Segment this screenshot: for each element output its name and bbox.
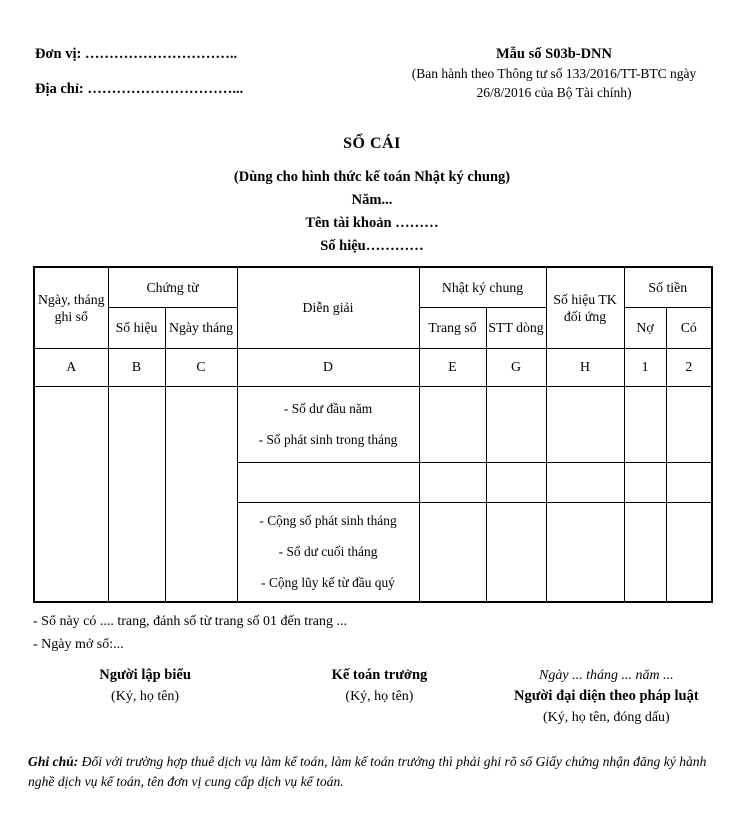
form-issue-line2: 26/8/2016 của Bộ Tài chính) [476,85,632,100]
voucher-date-cell [165,386,237,602]
debit-cell [624,386,666,462]
col-group-voucher: Chứng từ [108,267,237,307]
address-field: Địa chỉ: …………………………... [35,81,244,97]
credit-cell [666,462,712,502]
col-header-date: Ngày, tháng ghi sổ [34,267,108,348]
credit-cell [666,386,712,462]
ledger-table [33,266,713,603]
footnote [28,752,716,791]
counter-account-cell [546,502,624,602]
letter-cell-d: D [237,348,419,386]
letter-cell-2: 2 [666,348,712,386]
title-block [0,133,744,258]
desc-line: - Cộng lũy kế từ đầu quý [261,575,395,591]
form-code: Mẫu số S03b-DNN [495,46,612,62]
letter-cell-h: H [546,348,624,386]
counter-account-cell [546,462,624,502]
form-code-block [386,45,722,102]
date-cell [34,386,108,602]
col-header-voucher-date: Ngày tháng [165,307,237,348]
sig-legal-rep [469,665,744,728]
desc-line: - Cộng số phát sinh tháng [259,513,397,529]
table-row [34,386,712,462]
col-group-amount: Số tiền [624,267,712,307]
counter-account-cell [546,386,624,462]
col-header-credit: Có [666,307,712,348]
desc-line: - Số phát sinh trong tháng [258,432,398,447]
footnote-text: Đối với trường hợp thuê dịch vụ làm kế toán, làm kế toán trưởng thì phải ghi rõ số Giấy chứng nhận đăng ký hành nghề dịch vụ kế toán, tên đơn vị cung cấp dịch vụ kế toán. [28,754,707,789]
sig-preparer [0,665,290,728]
year-line: Năm... [351,192,393,208]
letter-row [34,348,712,386]
open-date-note: - Ngày mở sổ:... [33,637,124,652]
letter-cell-g: G [486,348,546,386]
journal-line-cell [486,502,546,602]
credit-cell [666,502,712,602]
col-header-voucher-number: Số hiệu [108,307,165,348]
journal-page-cell [419,462,486,502]
description-cell [237,462,419,502]
letter-cell-c: C [165,348,237,386]
journal-page-cell [419,502,486,602]
letter-cell-e: E [419,348,486,386]
footnote-label: Ghi chú: [28,754,79,769]
sig-preparer-title: Người lập biểu [99,667,191,683]
sig-chief-title: Kế toán trưởng [331,667,428,683]
account-name-line: Tên tài khoản ……… [305,215,439,231]
letter-cell-b: B [108,348,165,386]
pages-note: - Sổ này có .... trang, đánh số từ trang số 01 đến trang ... [33,614,347,629]
account-number-line: Số hiệu………… [320,238,424,254]
header-row-1 [34,267,712,307]
sig-preparer-sub: (Ký, họ tên) [111,689,180,704]
description-cell [237,502,419,602]
col-group-journal: Nhật ký chung [419,267,546,307]
desc-line: - Số dư cuối tháng [278,544,378,560]
col-header-journal-page: Trang sổ [419,307,486,348]
sig-chief-accountant [290,665,469,728]
letter-cell-1: 1 [624,348,666,386]
unit-field: Đơn vị: ………………………….. [35,46,238,62]
org-block [35,45,243,115]
col-header-journal-line: STT dòng [486,307,546,348]
sig-legalrep-sub: (Ký, họ tên, đóng dấu) [542,710,670,725]
debit-cell [624,502,666,602]
col-header-debit: Nợ [624,307,666,348]
sig-date-line: Ngày ... tháng ... năm ... [539,668,674,683]
journal-page-cell [419,386,486,462]
sig-legalrep-title: Người đại diện theo pháp luật [513,688,699,704]
journal-line-cell [486,462,546,502]
debit-cell [624,462,666,502]
signature-section [0,665,744,728]
desc-line: - Số dư đầu năm [283,401,373,416]
form-top-header [0,45,744,115]
col-header-counter-account: Số hiệu TK đối ứng [546,267,624,348]
description-cell [237,386,419,462]
page-title: SỔ CÁI [343,135,401,152]
col-header-description: Diễn giải [237,267,419,348]
form-subtitle: (Dùng cho hình thức kế toán Nhật ký chung) [233,169,511,185]
voucher-number-cell [108,386,165,602]
form-issue-line1: (Ban hành theo Thông tư số 133/2016/TT-BTC ngày [411,66,697,81]
journal-line-cell [486,386,546,462]
sig-chief-sub: (Ký, họ tên) [345,689,414,704]
after-table-notes [33,610,744,656]
letter-cell-a: A [34,348,108,386]
